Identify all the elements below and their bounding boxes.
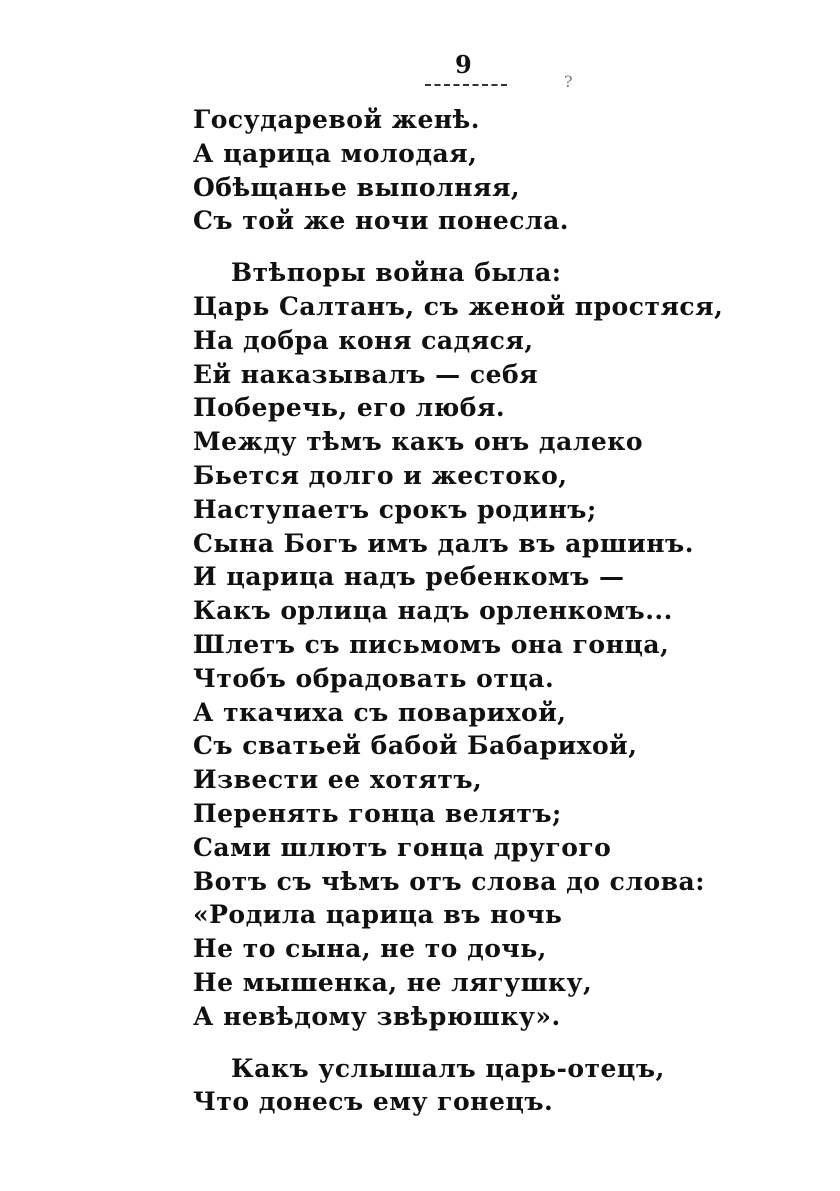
poem-line: Поберечь, его любя. [193,393,506,423]
poem-line: А невѣдому звѣрюшку». [193,1001,561,1031]
stanza-gap [193,1034,673,1052]
poem-line: Что донесъ ему гонецъ. [193,1087,554,1117]
header-rule [425,84,507,86]
poem-line: Государевой женѣ. [193,105,480,134]
poem-line: Наступаетъ срокъ родинъ; [193,494,597,524]
poem-line: Ей наказывалъ — себя [193,359,539,389]
poem-line: Втѣпоры война была: [231,258,562,288]
poem-line: Бьется долго и жестоко, [193,460,568,490]
poem-line: Съ сватьей бабой Бабарихой, [193,731,638,761]
poem-line: Царь Салтанъ, съ женой простяся, [193,291,724,321]
poem-line: Какъ орлица надъ орленкомъ... [193,596,673,626]
poem-line: На добра коня садяся, [193,325,534,355]
poem-line: И царица надъ ребенкомъ — [193,562,625,592]
poem-text [193,103,724,1119]
poem-line: Вотъ съ чѣмъ отъ слова до слова: [193,866,705,896]
margin-mark: ? [564,72,573,91]
stanza-gap [193,238,673,256]
poem-line: Съ той же ночи понесла. [193,206,569,236]
poem-line: Сами шлютъ гонца другого [193,832,612,862]
poem-line: Не то сына, не то дочь, [193,934,547,964]
poem-line: Шлетъ съ письмомъ она гонца, [193,629,670,659]
poem-line: А ткачиха съ поварихой, [193,697,567,727]
poem-line: А царица молодая, [193,138,478,168]
poem-line: Чтобъ обрадовать отца. [193,663,555,693]
poem-line: Обѣщанье выполняя, [193,172,521,202]
poem-line: Перенять гонца велятъ; [193,798,562,828]
poem-line: Не мышенка, не лягушку, [193,967,593,997]
poem-line: «Родила царица въ ночь [193,900,563,930]
poem-line: Между тѣмъ какъ онъ далеко [193,427,644,457]
poem-line: Какъ услышалъ царь-отецъ, [231,1053,665,1083]
page-number: 9 [455,50,473,79]
poem-line: Сына Богъ имъ далъ въ аршинъ. [193,528,694,558]
poem-line: Извести ее хотятъ, [193,765,483,795]
